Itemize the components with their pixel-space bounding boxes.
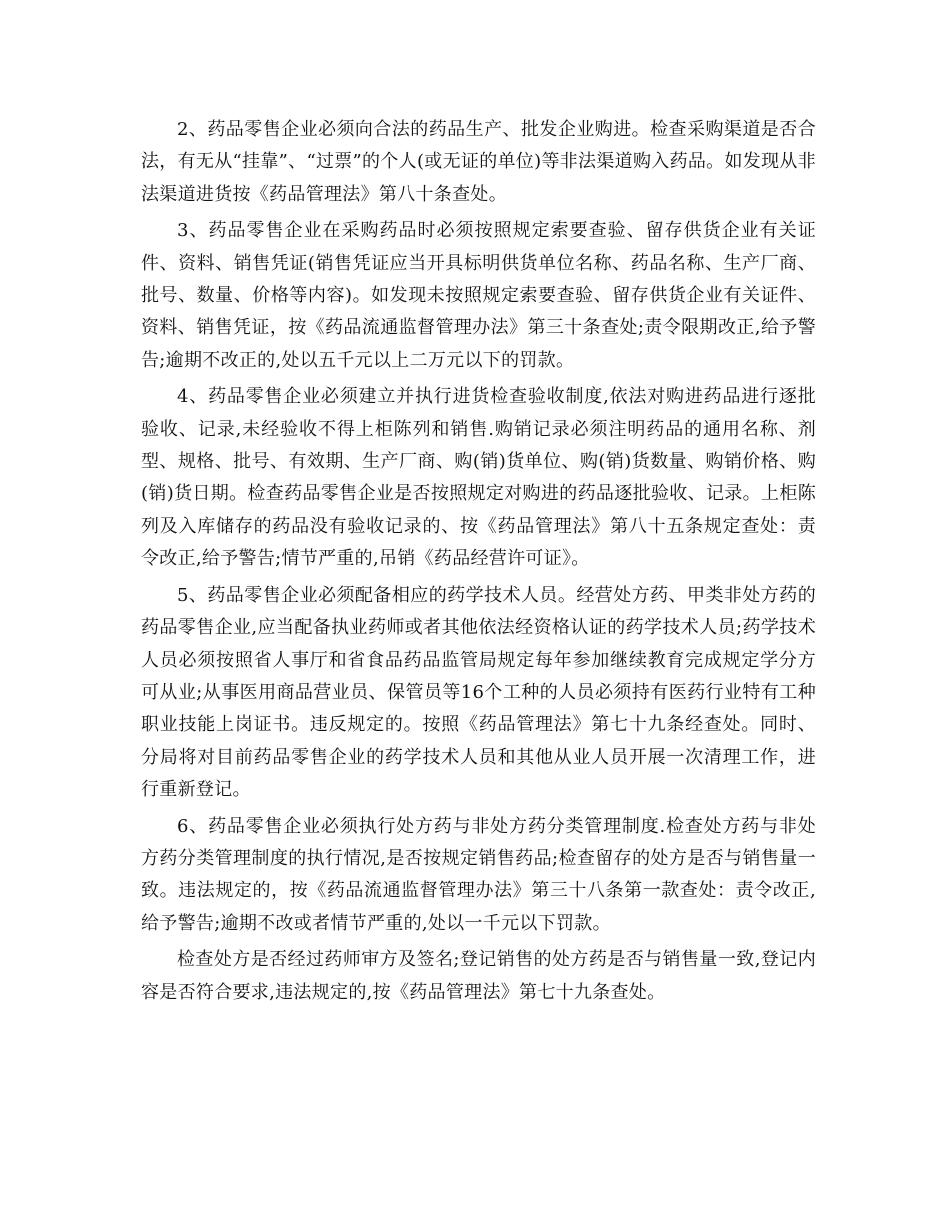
- paragraph-item-5: 5、药品零售企业必须配备相应的药学技术人员。经营处方药、甲类非处方药的药品零售企业,应当配备执业药师或者其他依法经资格认证的药学技术人员;药学技术人员必须按照省人事厅和省食品药品监管局规定每年参加继续教育完成规定学分方可从业;从事医用商品营业员、保管员等16个工种的人员必须持有医药行业特有工种职业技能上岗证书。违反规定的。按照《药品管理法》第七十九条经查处。同时、分局将对目前药品零售企业的药学技术人员和其他从业人员开展一次清理工作，进行重新登记。: [141, 584, 816, 801]
- paragraph-item-6: 6、药品零售企业必须执行处方药与非处方药分类管理制度.检查处方药与非处方药分类管理制度的执行情况,是否按规定销售药品;检查留存的处方是否与销售量一致。违法规定的，按《药品流通监督管理办法》第三十八条第一款查处：责令改正,给予警告;逾期不改或者情节严重的,处以一千元以下罚款。: [141, 815, 816, 934]
- paragraph-item-4: 4、药品零售企业必须建立并执行进货检查验收制度,依法对购进药品进行逐批验收、记录,未经验收不得上柜陈列和销售.购销记录必须注明药品的通用名称、剂型、规格、批号、有效期、生产厂商、购(销)货单位、购(销)货数量、购销价格、购(销)货日期。检查药品零售企业是否按照规定对购进的药品逐批验收、记录。上柜陈列及入库储存的药品没有验收记录的、按《药品管理法》第八十五条规定查处：责令改正,给予警告;情节严重的,吊销《药品经营许可证》。: [141, 386, 816, 570]
- paragraph-item-2: 2、药品零售企业必须向合法的药品生产、批发企业购进。检查采购渠道是否合法，有无从“挂靠”、“过票”的个人(或无证的单位)等非法渠道购入药品。如发现从非法渠道进货按《药品管理法》第八十条查处。: [141, 119, 816, 205]
- document-body: [141, 114, 816, 1013]
- paragraph-prescription-check: 检查处方是否经过药师审方及签名;登记销售的处方药是否与销售量一致,登记内容是否符合要求,违法规定的,按《药品管理法》第七十九条查处。: [141, 949, 816, 1003]
- paragraph-item-3: 3、药品零售企业在采购药品时必须按照规定索要查验、留存供货企业有关证件、资料、销售凭证(销售凭证应当开具标明供货单位名称、药品名称、生产厂商、批号、数量、价格等内容)。如发现未按照规定索要查验、留存供货企业有关证件、资料、销售凭证，按《药品流通监督管理办法》第三十条查处;责令限期改正,给予警告;逾期不改正的,处以五千元以上二万元以下的罚款。: [141, 220, 816, 371]
